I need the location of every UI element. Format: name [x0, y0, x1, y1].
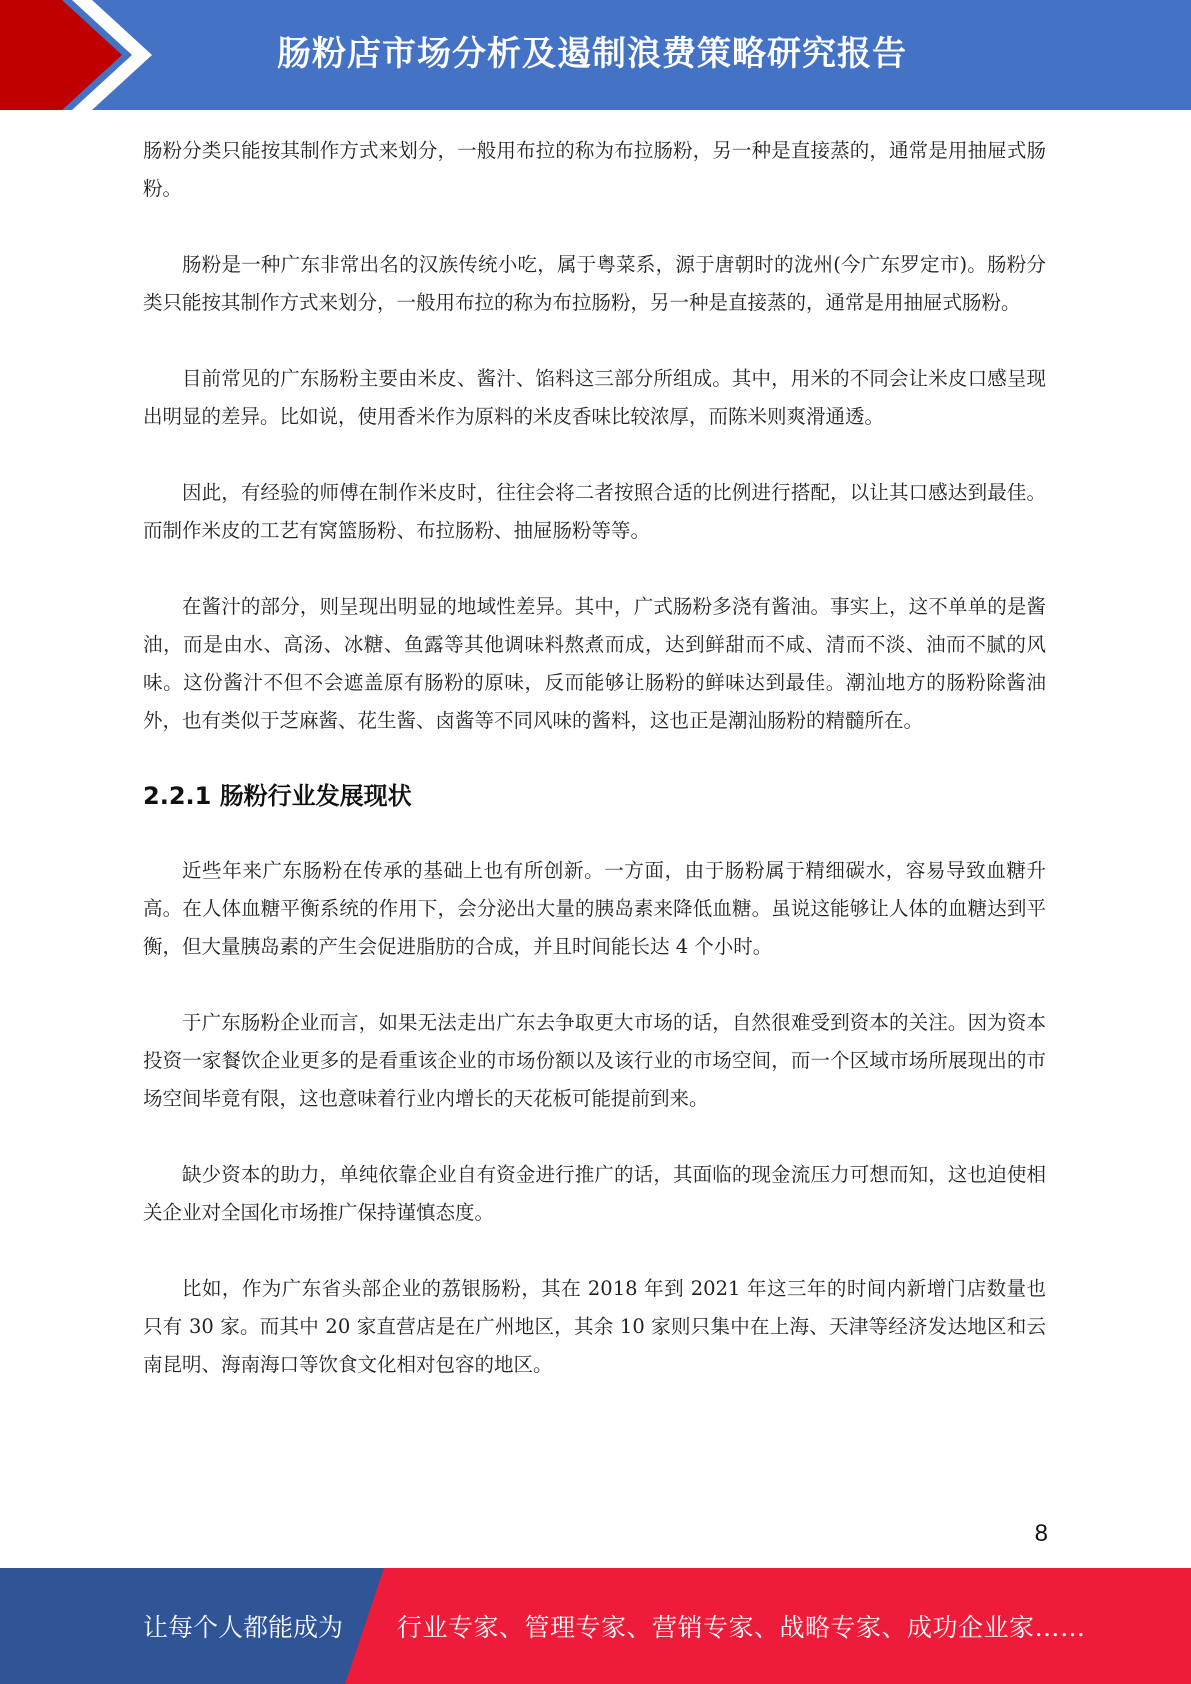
- section-heading: 2.2.1 肠粉行业发展现状: [143, 782, 412, 810]
- page-footer: [0, 1568, 1191, 1684]
- page-content: [143, 132, 1046, 1422]
- page-number: 8: [1034, 1520, 1048, 1547]
- paragraph: 近些年来广东肠粉在传承的基础上也有所创新。一方面，由于肠粉属于精细碳水，容易导致血糖升高。在人体血糖平衡系统的作用下，会分泌出大量的胰岛素来降低血糖。虽说这能够让人体的血糖达到平衡，但大量胰岛素的产生会促进脂肪的合成，并且时间能长达 4 个小时。: [143, 859, 1046, 958]
- paragraph: 在酱汁的部分，则呈现出明显的地域性差异。其中，广式肠粉多浇有酱油。事实上，这不单单的是酱油，而是由水、高汤、冰糖、鱼露等其他调味料熬煮而成，达到鲜甜而不咸、清而不淡、油而不腻的风味。这份酱汁不但不会遮盖原有肠粉的原味，反而能够让肠粉的鲜味达到最佳。潮汕地方的肠粉除酱油外，也有类似于芝麻酱、花生酱、卤酱等不同风味的酱料，这也正是潮汕肠粉的精髓所在。: [143, 595, 1046, 732]
- report-title: 肠粉店市场分析及遏制浪费策略研究报告: [277, 34, 907, 74]
- page-header: [0, 0, 1191, 110]
- footer-slogan-left: 让每个人都能成为: [143, 1613, 344, 1642]
- paragraph: 目前常见的广东肠粉主要由米皮、酱汁、馅料这三部分所组成。其中，用米的不同会让米皮口感呈现出明显的差异。比如说，使用香米作为原料的米皮香味比较浓厚，而陈米则爽滑通透。: [143, 367, 1046, 428]
- paragraph: 于广东肠粉企业而言，如果无法走出广东去争取更大市场的话，自然很难受到资本的关注。因为资本投资一家餐饮企业更多的是看重该企业的市场份额以及该行业的市场空间，而一个区域市场所展现出的市场空间毕竟有限，这也意味着行业内增长的天花板可能提前到来。: [143, 1011, 1046, 1110]
- paragraph: 缺少资本的助力，单纯依靠企业自有资金进行推广的话，其面临的现金流压力可想而知，这也迫使相关企业对全国化市场推广保持谨慎态度。: [143, 1163, 1046, 1224]
- paragraph: 肠粉分类只能按其制作方式来划分，一般用布拉的称为布拉肠粉，另一种是直接蒸的，通常是用抽屉式肠粉。: [143, 139, 1046, 200]
- footer-slogan-right: 行业专家、管理专家、营销专家、战略专家、成功企业家……: [397, 1613, 1086, 1642]
- paragraph: 肠粉是一种广东非常出名的汉族传统小吃，属于粤菜系，源于唐朝时的泷州(今广东罗定市)。肠粉分类只能按其制作方式来划分，一般用布拉的称为布拉肠粉，另一种是直接蒸的，通常是用抽屉式肠粉。: [143, 253, 1046, 314]
- paragraph: 因此，有经验的师傅在制作米皮时，往往会将二者按照合适的比例进行搭配，以让其口感达到最佳。而制作米皮的工艺有窝篮肠粉、布拉肠粉、抽屉肠粉等等。: [143, 481, 1046, 542]
- paragraph: 比如，作为广东省头部企业的荔银肠粉，其在 2018 年到 2021 年这三年的时间内新增门店数量也只有 30 家。而其中 20 家直营店是在广州地区，其余 10 家则只集中在上海、天津等经济发达地区和云南昆明、海南海口等饮食文化相对包容的地区。: [143, 1277, 1046, 1376]
